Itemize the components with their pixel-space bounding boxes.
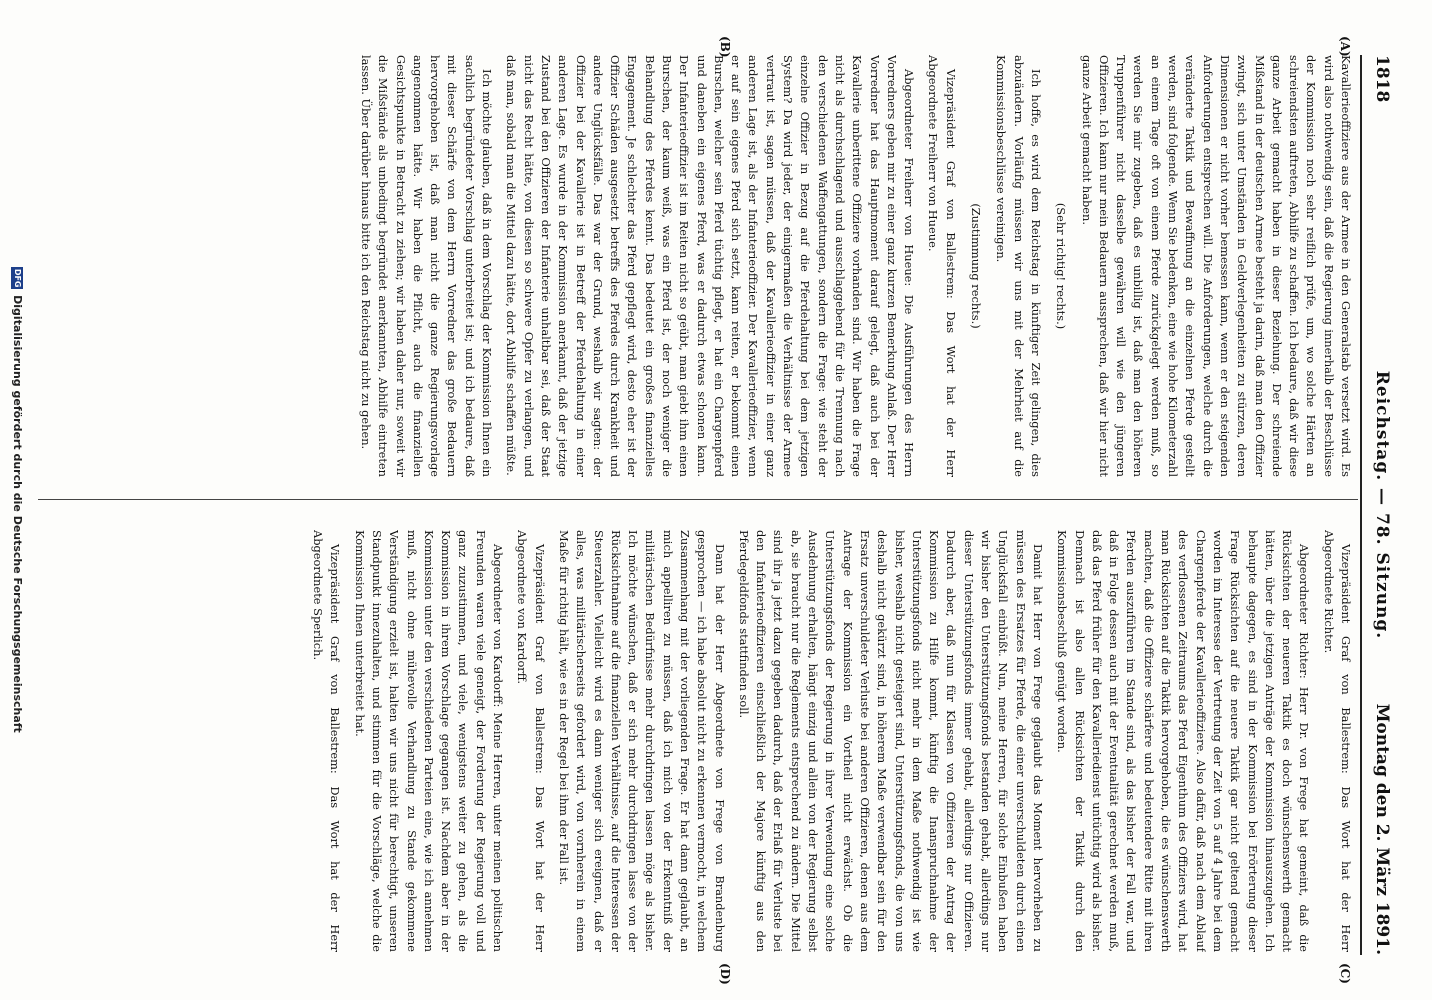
speech: Abgeordneter Richter: Herr Dr. von Frege hat gemeint, daß die Rücksichten der neueren Taktik es doch wünschenswerth gemacht hätten, über die jetzigen Anträge der Kommission hinauszugehen. Ich behaupte dagegen, es sind in der Kommission bei Erörterung dieser Frage Rücksichten auf die neuere Taktik gar nicht geltend gemacht worden im Interesse der Vertretung der Zeit von 5 auf 4 Jahre bei dem Chargenpferde der Kavallerieoffiziere. Also dafür, daß nach dem Ablauf des verflossenen Zeitraums das Pferd Eigenthum des Offiziers wird, hat man Rücksichten auf die Taktik hervorgehoben, die es wünschenswerth machten, daß die Offiziere schärfere und bedeutendere Ritte mit ihren Pferden auszuführen im Stande sind, als das bisher der Fall war, und daß in Folge dessen auch mit der Eventualität gerechnet werden muß, daß das Pferd früher für den Kavalleriedienst untüchtig wird als bisher. Demnach ist also allen Rücksichten der Taktik durch den Kommissionsbeschluß genügt worden. bbox=[1055, 530, 1312, 952]
margin-marker-a: (A) bbox=[1338, 36, 1352, 57]
column-divider bbox=[38, 499, 1358, 500]
page-number: 1818 bbox=[1372, 55, 1392, 103]
digitization-credit bbox=[11, 0, 24, 1000]
speech: Abgeordneter von Kardorff: Meine Herren, unter meinen politischen Freunden waren viele geneigt, der Forderung der Regierung voll und ganz zuzustimmen, und viele, wenigstens weiter zu gehen, als die Kommission in ihrem Vorschlage gegangen ist. Nachdem aber in der Kommission unter den verschiedenen Parteien eine, wie ich annehmen muß, nicht ohne mühevolle Verhandlung zu Stande gekommene Verständigung erzielt ist, halten wir uns nicht für berechtigt, unseren Standpunkt innezuhalten, und stimmen für die Vorschläge, welche die Kommission Ihnen unterbreitet hat. bbox=[352, 530, 506, 952]
session-date: Montag den 2. März 1891. bbox=[1372, 703, 1392, 955]
speaker-call: Vizepräsident Graf von Ballestrem: Das Wort hat der Herr Abgeordnete Freiherr von Hueue. bbox=[926, 55, 958, 477]
paragraph: Ich hoffe, es wird dem Reichstag in künftiger Zeit gelingen, dies abzuändern. Vorläufig müssen wir uns mit der Mehrheit auf die Kommissionsbeschlüsse vereinigen. bbox=[994, 55, 1043, 477]
interjection: (Zustimmung rechts.) bbox=[969, 203, 984, 329]
dfg-logo-icon: DFG bbox=[13, 268, 22, 288]
margin-marker-b: (B) bbox=[718, 36, 732, 58]
paragraph: Damit hat Herr von Frege geglaubt das Moment hervorheben zu müssen des Ersatzes für Pferde, die einer unverschuldeten durch einen Unglücksfall einbüßt. Nun, meine Herren, für solche Einbußen haben wir bisher den Unterstützungsfonds bestanden gehabt, allerdings nur dieser Unterstützungsfonds immer gehabt, allerdings nur Offizieren. Dadurch aber, daß nun für Klassen von Offizieren der Antrag der Kommission zu Hilfe kommt, künftig die Inanspruchnahme der Unterstützungsfonds nicht mehr in dem Maße nothwendig ist wie bisher, weshalb nicht gesteigert sind, Unterstützungsfonds, die von uns deshalb nicht gekürzt sind, in höherem Maße verwendbar sein für den Ersatz unverschuldeter Verluste bei anderen Offizieren, denen aus dem Antrage der Kommission ein Vortheil nicht erwächst. Ob die Unterstützungsfonds der Regierung in ihrer Verwendung eine solche Ausdehnung erhalten, hängt einzig und allein von der Regierung selbst ab, sie braucht nur die Reglements entsprechend zu ändern. Die Mittel sind ihr ja jetzt dazu gegeben dadurch, daß der Erlaß für Verluste bei den Infanterieoffizieren einschließlich der Majore künftig aus den Pferdegeldfonds stattfinden soll. bbox=[736, 530, 1045, 952]
page-header bbox=[1366, 55, 1392, 955]
speech: Abgeordneter Freiherr von Hueue: Die Ausführungen des Herrn Vorredners geben mir zu einer ganz kurzen Bemerkung Anlaß. Der Herr Vorredner hat das Hauptmoment darauf gelegt, daß auch bei der Kavallerie unberittene Offiziere vorhanden sind. Wir haben die Frage nicht als durchschlagend und ausschlaggebend für die Trennung nach den verschiedenen Waffengattungen, sondern die Frage: wie steht der einzelne Offizier in Bezug auf die Pferdehaltung bei dem jetzigen System? Da wird jeder, der einigermaßen die Verhältnisse der Armee vertraut ist, sagen müssen, daß der Kavallerieoffizier in einer ganz anderen Lage ist, als der Infanterieoffizier. Der Kavallerieoffizier, wenn er auf sein eigenes Pferd sich setzt, kann reiten, er bekommt einen Burschen, welcher sein Pferd tüchtig pflegt, er hat ein Chargenpferd und daneben ein eigenes Pferd, was er dadurch etwas schonen kann. Der Infanterieoffizier ist im Reiten nicht so geübt, man giebt ihm einen Burschen, der kaum weiß, was ein Pferd ist, der noch weniger die Behandlung des Pferdes kennt. Das bedeutet ein großes finanzielles Engagement. Je schlechter das Pferd gepflegt wird, desto eher ist der Offizier Schäden ausgesetzt betreffs des Pferdes durch Krankheit und andere Unglücksfälle. Das war der Grund, weshalb wir sagten: der Offizier bei der Kavallerie ist in Betreff der Pferdehaltung in einer anderen Lage. Es wurde in der Kommission anerkannt, daß der jetzige Zustand bei den Offizieren der Infanterie unhaltbar sei, daß der Staat nicht das Recht hätte, von diesen so schwere Opfer zu verlangen, und daß man, sobald man die Mittel dazu hätte, dort Abhilfe schaffen müßte. bbox=[504, 55, 917, 477]
header-rule bbox=[1360, 55, 1362, 955]
interjection: (Sehr richtig! rechts.) bbox=[1054, 202, 1069, 330]
speaker-call: Vizepräsident Graf von Ballestrem: Das Wort hat der Herr Abgeordnete Richter. bbox=[1321, 530, 1353, 952]
margin-marker-d: (D) bbox=[718, 963, 732, 985]
paragraph: Dann hat der Herr Abgeordnete von Frege von Brandenburg gesprochen — ich habe absolut nicht zu erkennen vermocht, in welchem Zusammenhang mit der vorliegenden Frage. Er hat dann geglaubt, an mich appelliren zu müssen, daß ich mich von der Erkenntniß der militärischen Bedürfnisse mehr durchdringen lassen möge als bisher. Ich möchte wünschen, daß er sich mehr durchdringen lasse von der Rücksichtnahme auf die finanziellen Verhältnisse, auf die Interessen der Steuerzahler. Vielleicht wird es dann weniger sich ereignen, daß er alles, was militärischerseits gefordert wird, von vornherein in einem Maße für richtig hält, wie es in der Regel bei ihm der Fall ist. bbox=[556, 530, 727, 952]
speaker-call: Vizepräsident Graf von Ballestrem: Das Wort hat der Herr Abgeordnete von Kardorff. bbox=[515, 530, 547, 952]
left-column bbox=[42, 55, 1354, 477]
margin-marker-c: (C) bbox=[1338, 963, 1352, 984]
paragraph: Kavallerieoffiziere aus der Armee in den Generalstab versetzt wird. Es wird also nothwendig sein, daß die Regierung innerhalb der Beschlüsse der Kommission noch sehr reiflich prüfe, um, wo solche Härten an schreiendsten auftreten, Abhilfe zu schaffen. Ich bedaure, daß wir diese ganze Arbeit gemacht haben in dieser Beziehung. Der schreiende Mißstand in der deutschen Armee besteht ja darin, daß man den Offizier zwingt, sich unter Umständen in Geldverlegenheiten zu stürzen, deren Dimensionen er nicht vorher bemessen kann, wenn er den steigenden Anforderungen entsprechen will. Die Anforderungen, welche durch die veränderte Taktik und Bewaffnung an die einzelnen Pferde gestellt werden, sind folgende. Wenn Sie bedenken, eine wie hohe Kilometerzahl an einem Tage oft von einem Pferde zurückgelegt werden muß, so werden Sie mir zugeben, daß es unbillig ist, daß man den höheren Truppenführer nicht dasselbe gewähren will wie den jüngeren Offizieren. Ich kann nur mein Bedauern aussprechen, daß wir hier nicht ganze Arbeit gemacht haben. bbox=[1079, 55, 1353, 477]
session-title: Reichstag. — 78. Sitzung. bbox=[1372, 370, 1392, 640]
right-column bbox=[42, 530, 1354, 952]
speaker-call: Vizepräsident Graf von Ballestrem: Das Wort hat der Herr Abgeordnete Sperlich. bbox=[311, 530, 343, 952]
paragraph: Ich möchte glauben, daß in dem Vorschlag der Kommission Ihnen ein sachlich begründeter Vorschlag unterbreitet ist; und ich bedaure, daß mit dieser Schärfe von dem Herrn Vorredner das große Bedauern hervorgehoben ist, daß man nicht die ganze Regierungsvorlage angenommen hätte. Wir haben die Pflicht, auch die finanziellen Gesichtspunkte in Betracht zu ziehen; wir haben daher nur, soweit wir die Mißstände als unbedingt begründet anerkannten, Abhilfe eintreten lassen. Über darüber hinaus bitte ich den Reichstag nicht zu gehen. bbox=[358, 55, 495, 477]
credit-text: Digitalisierung gefördert durch die Deutsche Forschungsgemeinschaft bbox=[11, 295, 24, 733]
